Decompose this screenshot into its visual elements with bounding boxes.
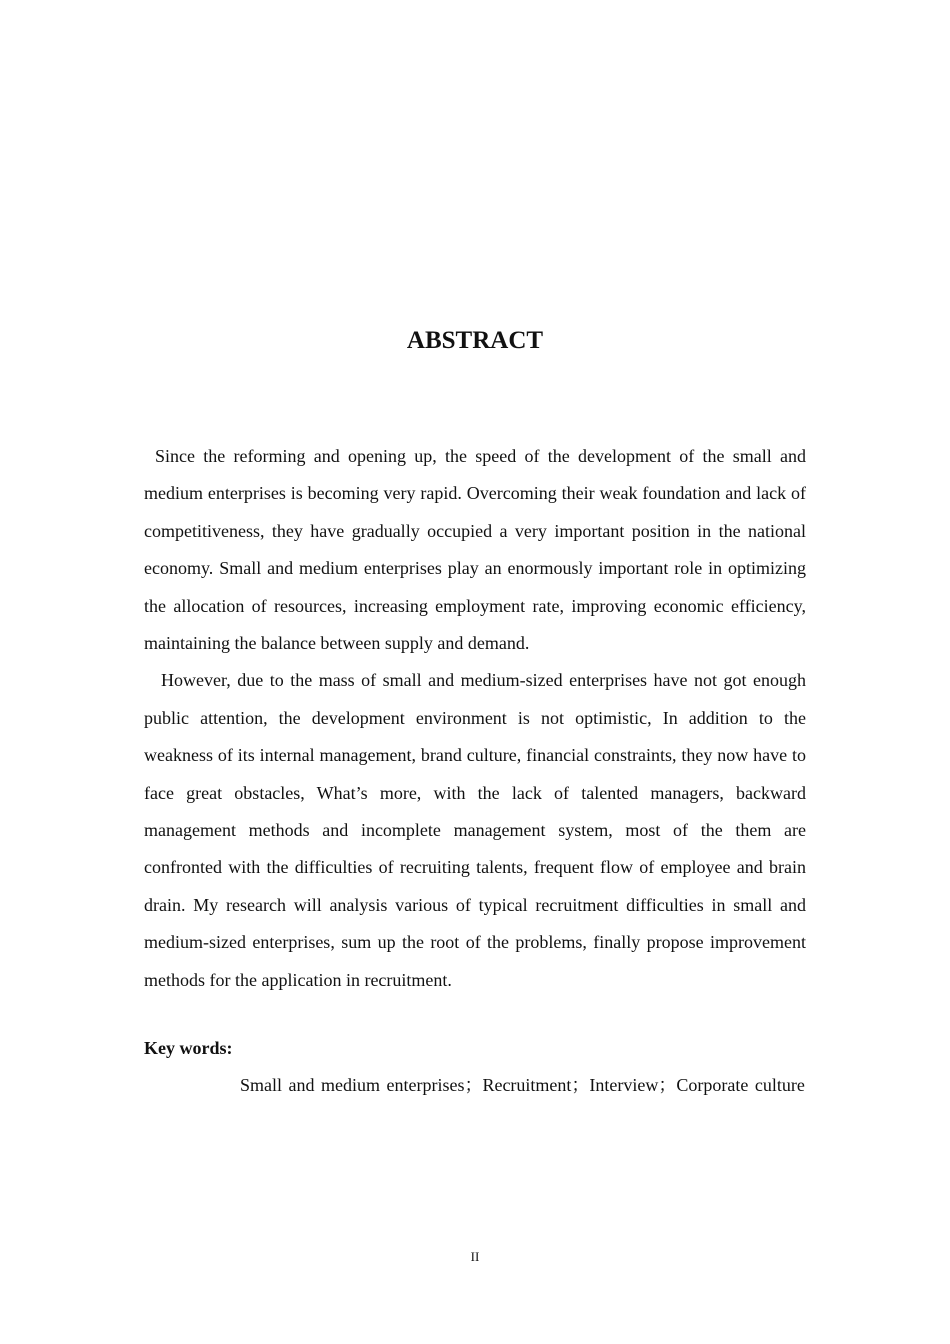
keywords-list: Small and medium enterprises；Recruitment；Interview；Corporate culture <box>240 1075 805 1095</box>
keywords-heading: Key words: <box>144 1038 233 1058</box>
abstract-body <box>144 438 806 999</box>
abstract-paragraph-2: However, due to the mass of small and medium-sized enterprises have not got enough public attention, the development environment is not optimistic, In addition to the weakness of its internal management, brand culture, financial constraints, they now have to face great obstacles, What’s more, with the lack of talented managers, backward management methods and incomplete management system, most of the them are confronted with the difficulties of recruiting talents, frequent flow of employee and brain drain. My research will analysis various of typical recruitment difficulties in small and medium-sized enterprises, sum up the root of the problems, finally propose improvement methods for the application in recruitment. <box>144 670 806 990</box>
page-title: ABSTRACT <box>406 327 544 354</box>
abstract-paragraph-1: Since the reforming and opening up, the speed of the development of the small and medium enterprises is becoming very rapid. Overcoming their weak foundation and lack of competitiveness, they have gradually occupied a very important position in the national economy. Small and medium enterprises play an enormously important role in optimizing the allocation of resources, increasing employment rate, improving economic efficiency, maintaining the balance between supply and demand. <box>144 446 806 654</box>
page-number: II <box>470 1249 480 1264</box>
keywords-section <box>144 1030 806 1104</box>
